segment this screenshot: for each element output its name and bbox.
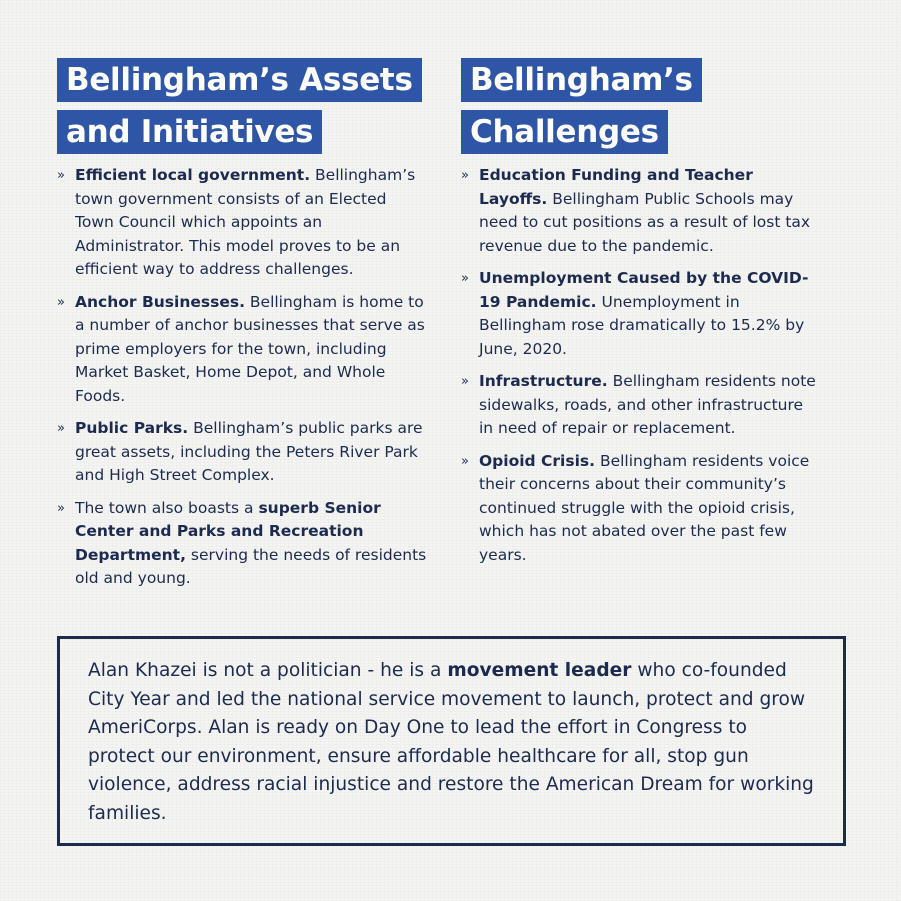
item-title: Opioid Crisis. [479, 451, 596, 470]
assets-heading-line-1: Bellingham’s Assets [57, 58, 422, 102]
list-item [57, 417, 427, 488]
list-item [57, 164, 427, 282]
item-title: superb Senior Center and Parks and Recreation Department, [75, 498, 381, 564]
callout-text-lead: Alan Khazei is not a politician - he is a [88, 660, 448, 681]
assets-heading-line-2: and Initiatives [57, 110, 322, 154]
item-text-lead: The town also boasts a [75, 498, 259, 517]
item-text: Bellingham Public Schools may need to cut positions as a result of lost tax revenue due to the pandemic. [479, 189, 811, 255]
list-item [461, 164, 821, 258]
callout-box [57, 636, 846, 846]
item-text: Bellingham’s town government consists of an Elected Town Council which appoints an Administrator. This model proves to be an efficient way to address challenges. [75, 166, 416, 278]
item-text: Bellingham residents voice their concerns about their community’s continued struggle with the opioid crisis, which has not abated over the past few years. [479, 451, 810, 564]
item-title: Unemployment Caused by the COVID-19 Pandemic. [479, 269, 809, 311]
chevron-bullet-icon: » [461, 453, 469, 469]
challenges-list [461, 164, 821, 567]
chevron-bullet-icon: » [461, 271, 469, 286]
assets-column [57, 58, 427, 600]
item-title: Education Funding and Teacher Layoffs. [479, 166, 753, 208]
chevron-bullet-icon: » [57, 500, 65, 516]
item-text: Bellingham residents note sidewalks, roads, and other infrastructure in need of repair or replacement. [479, 372, 816, 437]
list-item [461, 370, 821, 441]
challenges-heading [461, 58, 821, 162]
challenges-column [461, 58, 821, 576]
list-item [461, 450, 821, 568]
list-item [57, 291, 427, 409]
item-title: Infrastructure. [479, 372, 608, 390]
item-title: Anchor Businesses. [75, 292, 245, 311]
callout-text: who co-founded City Year and led the national service movement to launch, protect and grow AmeriCorps. Alan is ready on Day One to lead the effort in Congress to protect our environment, ensure affordable healthcare for all, stop gun violence, address racial injustice and restore the American Dream for working families. [88, 660, 814, 824]
assets-heading [57, 58, 427, 162]
chevron-bullet-icon: » [57, 168, 65, 183]
item-text: serving the needs of residents old and young. [75, 545, 427, 587]
assets-list [57, 164, 427, 591]
chevron-bullet-icon: » [461, 374, 469, 389]
item-title: Efficient local government. [75, 166, 311, 184]
item-text: Bellingham’s public parks are great assets, including the Peters River Park and High Street Complex. [75, 419, 423, 484]
callout-emphasis: movement leader [447, 660, 632, 681]
list-item [461, 267, 821, 361]
challenges-heading-line-1: Bellingham’s [461, 58, 702, 102]
challenges-heading-line-2: Challenges [461, 110, 668, 154]
list-item [57, 497, 427, 591]
chevron-bullet-icon: » [461, 168, 469, 183]
item-text: Unemployment in Bellingham rose dramatically to 15.2% by June, 2020. [479, 292, 805, 358]
chevron-bullet-icon: » [57, 294, 65, 310]
chevron-bullet-icon: » [57, 421, 65, 436]
item-title: Public Parks. [75, 419, 189, 437]
item-text: Bellingham is home to a number of anchor businesses that serve as prime employers for the town, including Market Basket, Home Depot, and Whole Foods. [75, 292, 425, 405]
